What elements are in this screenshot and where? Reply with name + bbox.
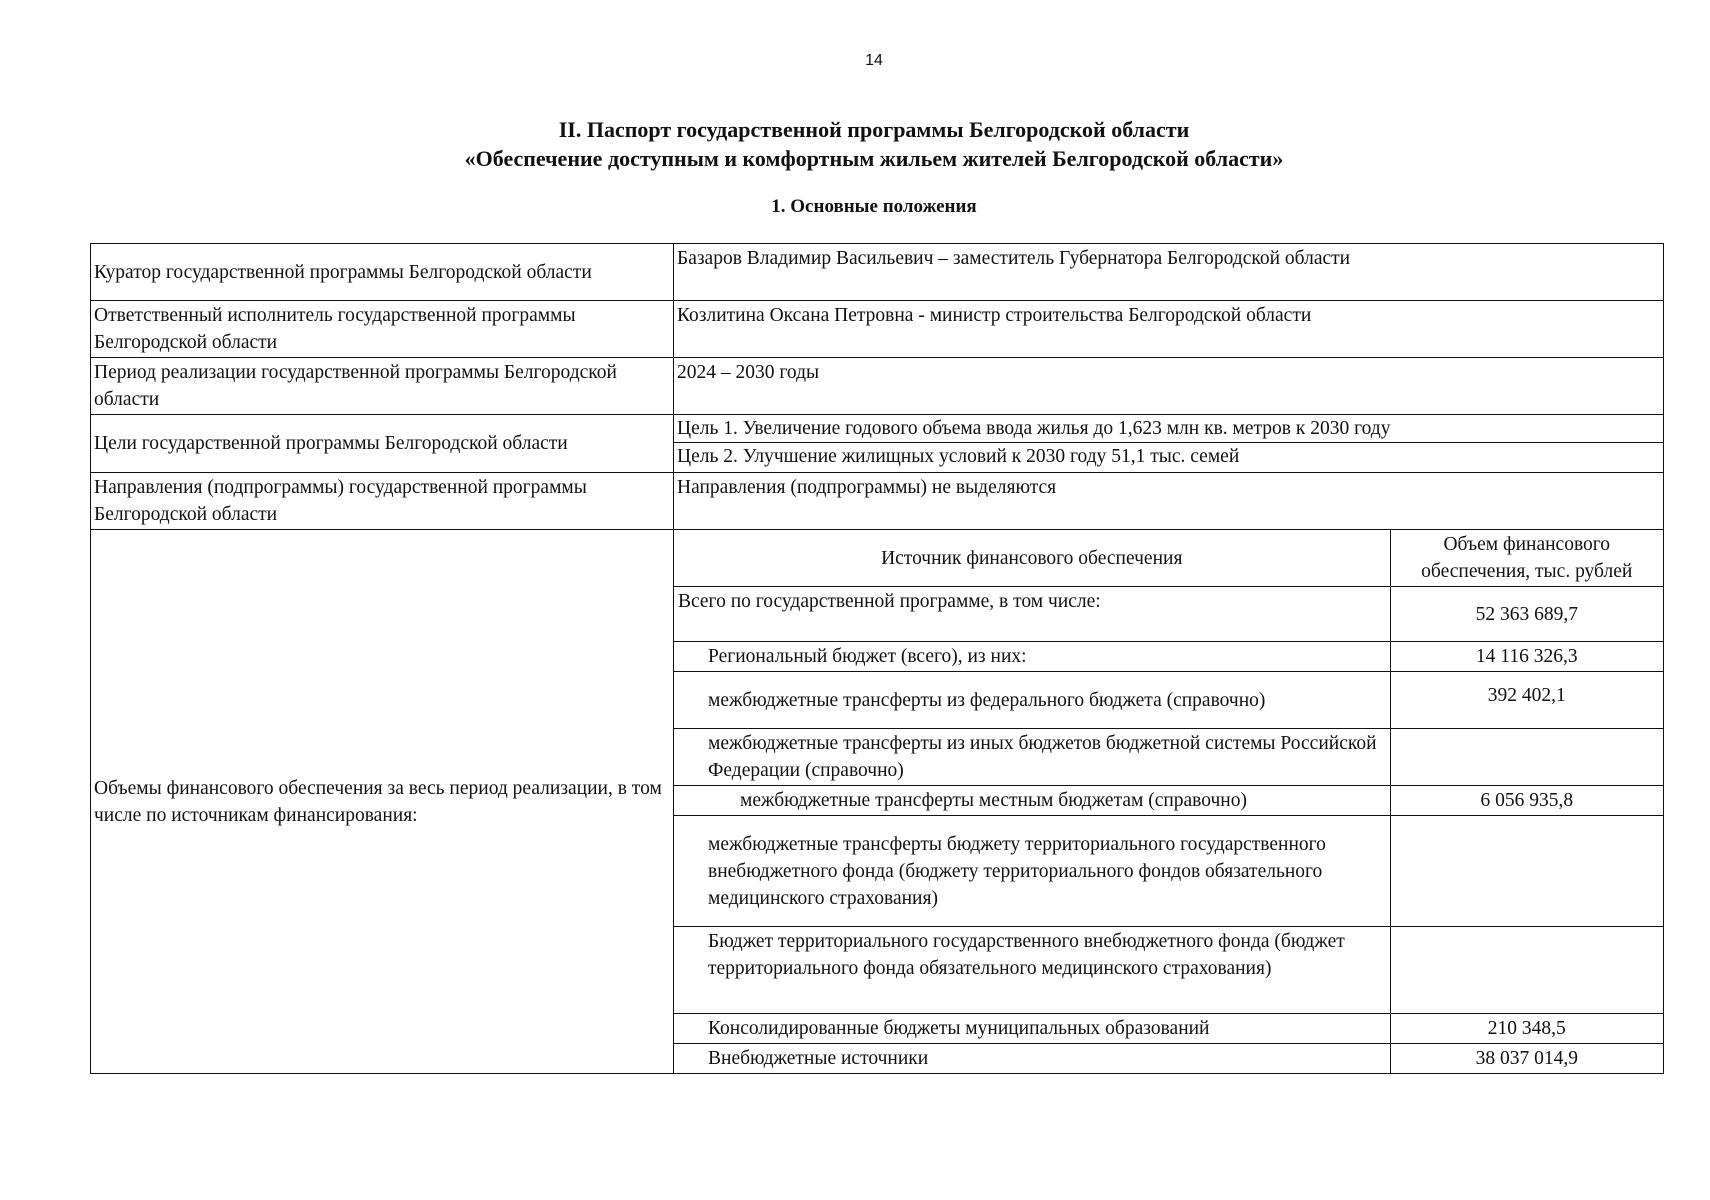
goals-label: Цели государственной программы Белгородской области xyxy=(91,415,674,473)
finance-value xyxy=(1390,816,1663,927)
goal-2: Цель 2. Улучшение жилищных условий к 2030 году 51,1 тыс. семей xyxy=(674,442,1663,470)
finance-source: межбюджетные трансферты бюджету территориального государственного внебюджетного фонда (бюджету территориального фондов обязательного медицинского страхования) xyxy=(674,816,1390,927)
directions-value: Направления (подпрограммы) не выделяются xyxy=(674,473,1664,530)
finance-value xyxy=(1390,729,1663,786)
finance-value: 210 348,5 xyxy=(1390,1014,1663,1044)
section-title: 1. Основные положения xyxy=(771,196,977,217)
finance-source: межбюджетные трансферты местным бюджетам (справочно) xyxy=(674,786,1390,816)
finance-value xyxy=(1390,927,1663,1014)
program-passport-table xyxy=(90,243,1664,1074)
finance-source: Бюджет территориального государственного внебюджетного фонда (бюджет территориального фонда обязательного медицинского страхования) xyxy=(674,927,1390,1014)
finance-value: 6 056 935,8 xyxy=(1390,786,1663,816)
finance-table xyxy=(674,530,1663,1073)
finance-source: Внебюджетные источники xyxy=(674,1044,1390,1074)
row-finance xyxy=(91,530,1664,1074)
document-title-line-1: II. Паспорт государственной программы Белгородской области xyxy=(558,117,1190,142)
period-label: Период реализации государственной программы Белгородской области xyxy=(91,358,674,415)
finance-header-row xyxy=(674,530,1663,587)
finance-row xyxy=(674,729,1663,786)
page-number: 14 xyxy=(865,52,883,69)
executor-value: Козлитина Оксана Петровна - министр строительства Белгородской области xyxy=(674,301,1664,358)
finance-table-cell xyxy=(674,530,1664,1074)
finance-row xyxy=(674,1044,1663,1074)
finance-label: Объемы финансового обеспечения за весь период реализации, в том числе по источникам финансирования: xyxy=(91,530,674,1074)
goal-1: Цель 1. Увеличение годового объема ввода жилья до 1,623 млн кв. метров к 2030 году xyxy=(677,418,1391,439)
finance-row xyxy=(674,587,1663,642)
executor-label: Ответственный исполнитель государственной программы Белгородской области xyxy=(91,301,674,358)
row-directions xyxy=(91,473,1664,530)
row-curator xyxy=(91,244,1664,301)
finance-header-volume: Объем финансового обеспечения, тыс. рублей xyxy=(1390,530,1663,587)
directions-label: Направления (подпрограммы) государственной программы Белгородской области xyxy=(91,473,674,530)
curator-label: Куратор государственной программы Белгородской области xyxy=(91,244,674,301)
finance-source: Региональный бюджет (всего), из них: xyxy=(674,642,1390,672)
finance-row xyxy=(674,816,1663,927)
finance-row xyxy=(674,642,1663,672)
finance-source: межбюджетные трансферты из федерального бюджета (справочно) xyxy=(674,672,1390,729)
row-period xyxy=(91,358,1664,415)
finance-row xyxy=(674,786,1663,816)
document-title-line-2: «Обеспечение доступным и комфортным жильем жителей Белгородской области» xyxy=(464,146,1284,171)
finance-row xyxy=(674,1014,1663,1044)
row-goals xyxy=(91,415,1664,473)
finance-source: Консолидированные бюджеты муниципальных образований xyxy=(674,1014,1390,1044)
finance-value: 38 037 014,9 xyxy=(1390,1044,1663,1074)
finance-row xyxy=(674,927,1663,1014)
goals-value xyxy=(674,415,1664,473)
row-executor xyxy=(91,301,1664,358)
finance-source: Всего по государственной программе, в том числе: xyxy=(674,587,1390,642)
period-value: 2024 – 2030 годы xyxy=(674,358,1664,415)
finance-value: 392 402,1 xyxy=(1390,672,1663,729)
finance-header-source: Источник финансового обеспечения xyxy=(674,530,1390,587)
finance-value: 52 363 689,7 xyxy=(1390,587,1663,642)
finance-value: 14 116 326,3 xyxy=(1390,642,1663,672)
finance-row xyxy=(674,672,1663,729)
curator-value: Базаров Владимир Васильевич – заместитель Губернатора Белгородской области xyxy=(674,244,1664,301)
finance-source: межбюджетные трансферты из иных бюджетов бюджетной системы Российской Федерации (справочно) xyxy=(674,729,1390,786)
